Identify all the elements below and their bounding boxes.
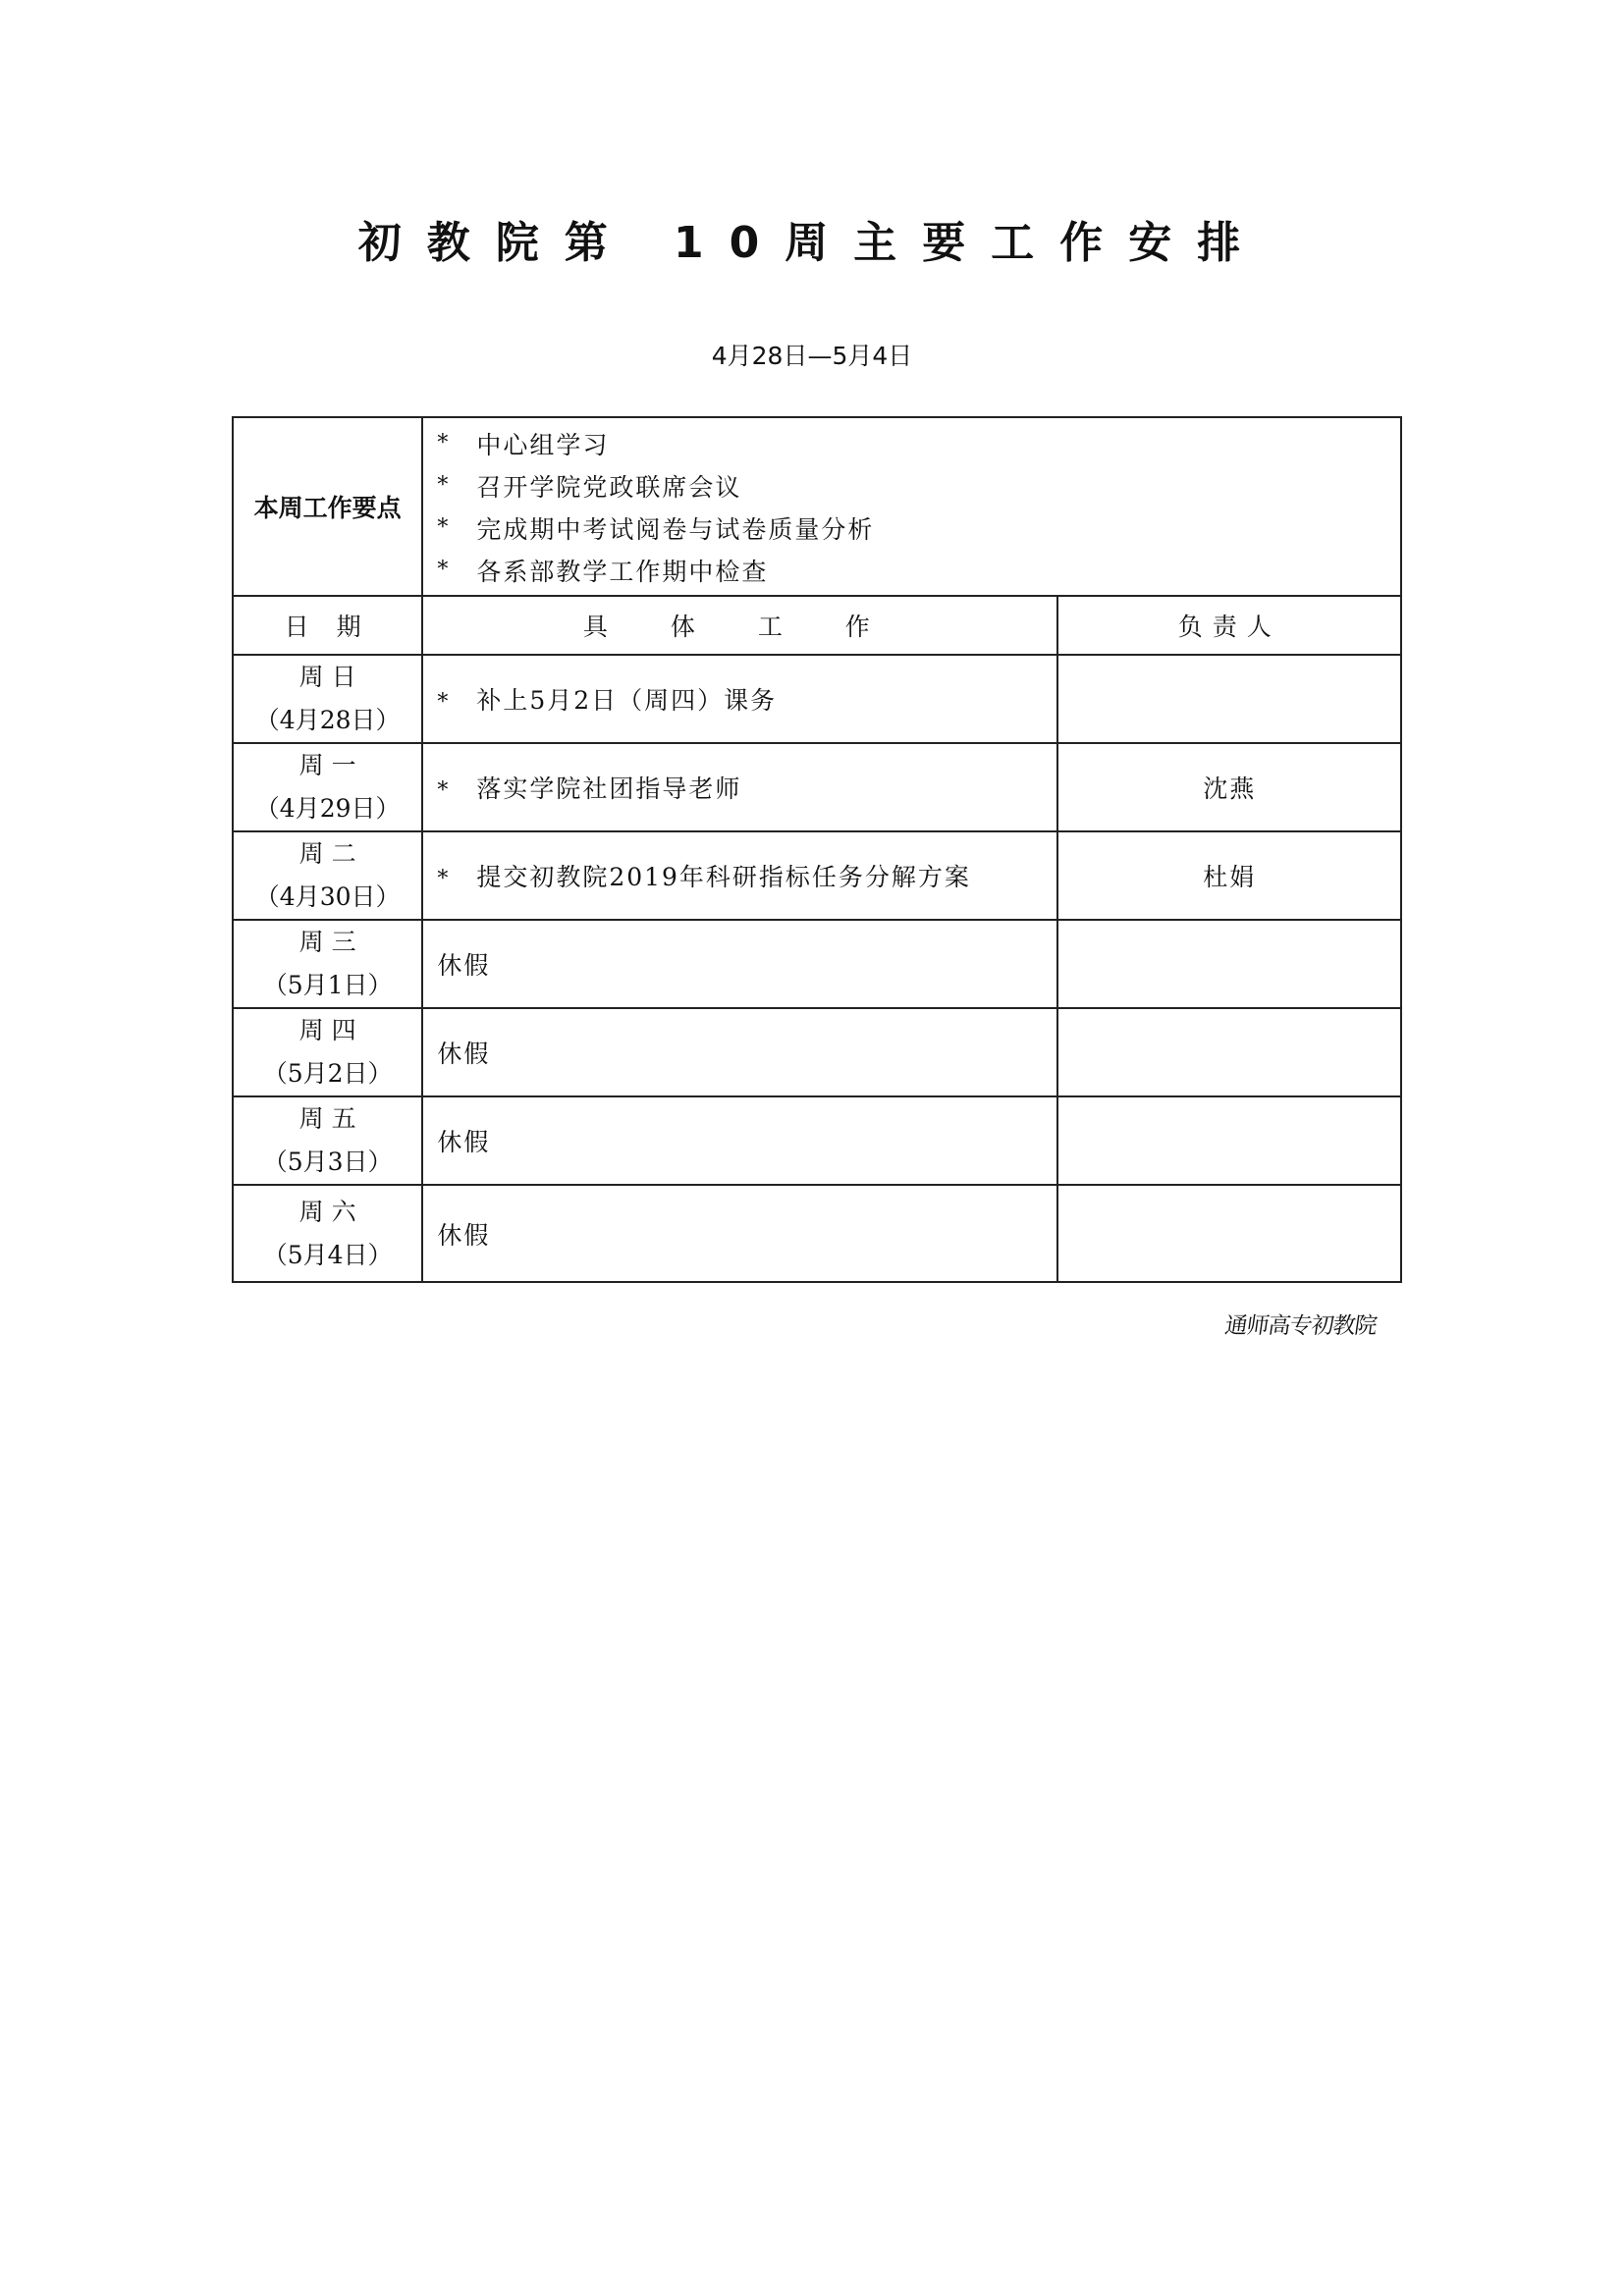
keypoint-item [437,507,1400,549]
keypoint-text: 各系部教学工作期中检查 [476,557,769,586]
date-cell [233,1185,422,1282]
page-title: 初教院第 10周主要工作安排 [357,218,1267,268]
table-row [233,920,1401,1008]
date-label: （4月30日） [254,882,401,911]
date-label: （4月29日） [254,794,401,823]
responsible-cell: 杜娟 [1057,831,1401,920]
responsible-cell: 沈燕 [1057,743,1401,831]
work-cell [422,831,1057,920]
work-cell [422,655,1057,743]
work-text: 补上5月2日（周四）课务 [476,686,778,715]
weekday-label: 周 日 [298,663,356,691]
date-cell [233,831,422,920]
date-range: 4月28日—5月4日 [711,342,913,370]
keypoint-text: 召开学院党政联席会议 [476,472,742,502]
date-cell [233,1096,422,1185]
keypoint-text: 完成期中考试阅卷与试卷质量分析 [476,514,875,544]
keypoints-label: 本周工作要点 [233,417,422,596]
work-cell: 休假 [422,920,1057,1008]
keypoint-item [437,422,1400,464]
date-cell [233,920,422,1008]
work-cell: 休假 [422,1096,1057,1185]
keypoints-row [233,417,1401,596]
bullet-star: * [437,558,451,582]
bullet-star: * [437,778,451,803]
date-label: （5月4日） [262,1240,393,1269]
bullet-star: * [437,473,451,498]
bullet-star: * [437,867,451,891]
work-cell [422,743,1057,831]
weekday-label: 周 六 [298,1197,356,1226]
weekday-label: 周 二 [298,839,356,868]
weekday-label: 周 四 [298,1016,356,1044]
bullet-star: * [437,690,451,715]
date-label: （5月3日） [262,1148,393,1176]
date-label: （5月2日） [262,1059,393,1088]
weekday-label: 周 三 [298,928,356,956]
work-text: 提交初教院2019年科研指标任务分解方案 [476,863,971,891]
date-cell [233,1008,422,1096]
table-row [233,655,1401,743]
keypoints-list [422,417,1401,596]
responsible-cell [1057,1008,1401,1096]
signature: 通师高专初教院 [1222,1313,1379,1339]
bullet-star: * [437,431,451,455]
keypoint-item [437,549,1400,591]
table-row [233,831,1401,920]
table-row [233,743,1401,831]
responsible-cell [1057,1096,1401,1185]
table-header-row [233,596,1401,655]
responsible-cell [1057,655,1401,743]
header-responsible: 负责人 [1057,596,1401,655]
work-cell: 休假 [422,1185,1057,1282]
schedule-table [232,416,1402,1283]
work-cell: 休假 [422,1008,1057,1096]
keypoint-item [437,464,1400,507]
table-row [233,1008,1401,1096]
bullet-star: * [437,515,451,540]
date-label: （5月1日） [262,971,393,999]
work-text: 落实学院社团指导老师 [476,774,742,803]
header-work: 具 体 工 作 [422,596,1057,655]
header-date: 日 期 [233,596,422,655]
table-row [233,1096,1401,1185]
responsible-cell [1057,920,1401,1008]
date-cell [233,743,422,831]
date-label: （4月28日） [254,706,401,734]
keypoint-text: 中心组学习 [476,430,610,459]
weekday-label: 周 一 [298,751,356,779]
date-cell [233,655,422,743]
responsible-cell [1057,1185,1401,1282]
table-row [233,1185,1401,1282]
weekday-label: 周 五 [298,1104,356,1133]
